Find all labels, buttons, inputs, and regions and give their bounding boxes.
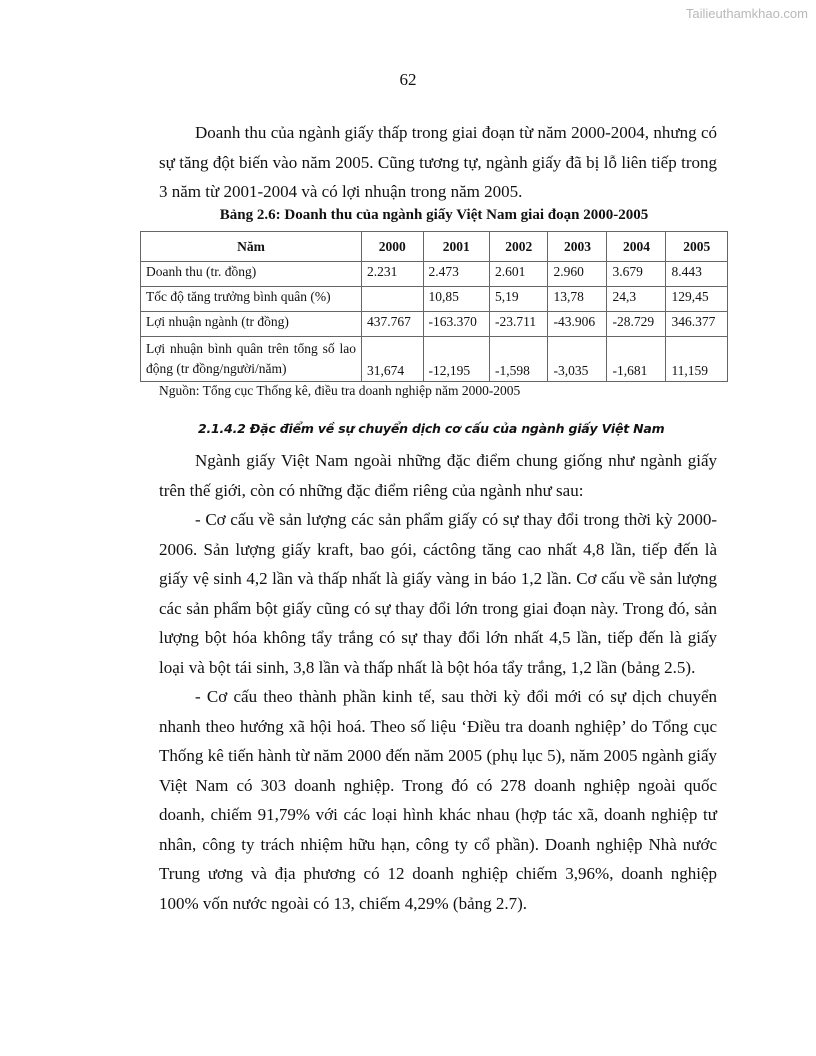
watermark: Tailieuthamkhao.com <box>685 6 808 21</box>
table-row <box>141 337 728 382</box>
row-label: Lợi nhuận bình quân trên tổng số lao động (tr đồng/người/năm) <box>141 337 362 382</box>
table-caption: Bảng 2.6: Doanh thu của ngành giấy Việt Nam giai đoạn 2000-2005 <box>219 207 649 223</box>
body-paragraph: - Cơ cấu theo thành phần kinh tế, sau thời kỳ đổi mới có sự dịch chuyển nhanh theo hướng xã hội hoá. Theo số liệu ‘Điều tra doanh nghiệp’ do Tổng cục Thống kê tiến hành từ năm 2000 đến năm 2005 (phụ lục 5), năm 2005 ngành giấy Việt Nam có 303 doanh nghiệp. Trong đó có 278 doanh nghiệp ngoài quốc doanh, chiếm 91,79% với các loại hình khác nhau (hợp tác xã, doanh nghiệp tư nhân, công ty trách nhiệm hữu hạn, công ty cổ phần). Doanh nghiệp Nhà nước Trung ương và địa phương có 12 doanh nghiệp chiếm 3,96%, doanh nghiệp 100% vốn nước ngoài có 13, chiếm 4,29% (bảng 2.7). <box>159 687 717 913</box>
table-cell: 24,3 <box>607 287 666 312</box>
body-paragraph: Ngành giấy Việt Nam ngoài những đặc điểm chung giống như ngành giấy trên thế giới, còn có những đặc điểm riêng của ngành như sau: <box>159 451 717 500</box>
intro-paragraph: Doanh thu của ngành giấy thấp trong giai đoạn từ năm 2000-2004, nhưng có sự tăng đột biến vào năm 2005. Cũng tương tự, ngành giấy đã bị lỗ liên tiếp trong 3 năm từ 2001-2004 và có lợi nhuận trong năm 2005. <box>159 123 717 201</box>
table-cell: 2.601 <box>490 262 548 287</box>
table-cell: -12,195 <box>423 337 490 382</box>
header-cell: 2004 <box>607 232 666 262</box>
page-number: 62 <box>399 70 417 89</box>
table-cell: 10,85 <box>423 287 490 312</box>
table-row <box>141 312 728 337</box>
table-cell: 2.231 <box>362 262 424 287</box>
table-cell: 8.443 <box>666 262 728 287</box>
header-cell: 2002 <box>490 232 548 262</box>
table-cell: 2.473 <box>423 262 490 287</box>
table-cell: 2.960 <box>548 262 607 287</box>
table-row <box>141 287 728 312</box>
table-cell <box>362 287 424 312</box>
table-cell: -28.729 <box>607 312 666 337</box>
row-label: Lợi nhuận ngành (tr đồng) <box>141 312 362 337</box>
table-cell: 31,674 <box>362 337 424 382</box>
table-header-row <box>141 232 728 262</box>
body-paragraph: - Cơ cấu về sản lượng các sản phẩm giấy có sự thay đổi trong thời kỳ 2000-2006. Sản lượng giấy kraft, bao gói, cáctông tăng cao nhất 4,8 lần, tiếp đến là giấy vệ sinh 4,2 lần và thấp nhất là giấy vàng in báo 1,2 lần. Cơ cấu về sản lượng các sản phẩm bột giấy cũng có sự thay đổi lớn trong giai đoạn này. Trong đó, sản lượng bột hóa không tẩy trắng có sự thay đổi lớn nhất 4,5 lần, tiếp đến là giấy loại và bột tái sinh, 3,8 lần và thấp nhất là bột hóa tẩy trắng, 1,2 lần (bảng 2.5). <box>159 510 717 677</box>
row-label: Doanh thu (tr. đồng) <box>141 262 362 287</box>
header-cell: 2005 <box>666 232 728 262</box>
section-heading: 2.1.4.2 Đặc điểm về sự chuyển dịch cơ cấu của ngành giấy Việt Nam <box>198 421 665 436</box>
revenue-table <box>140 231 728 382</box>
header-cell: 2001 <box>423 232 490 262</box>
row-label: Tốc độ tăng trưởng bình quân (%) <box>141 287 362 312</box>
table-cell: -1,598 <box>490 337 548 382</box>
table-cell: -1,681 <box>607 337 666 382</box>
table-cell: 129,45 <box>666 287 728 312</box>
header-cell: 2000 <box>362 232 424 262</box>
table-cell: -23.711 <box>490 312 548 337</box>
table-cell: 346.377 <box>666 312 728 337</box>
header-cell: Năm <box>141 232 362 262</box>
table-source-note: Nguồn: Tổng cục Thống kê, điều tra doanh nghiệp năm 2000-2005 <box>159 383 521 398</box>
table-cell: -3,035 <box>548 337 607 382</box>
table-cell: 13,78 <box>548 287 607 312</box>
table-cell: 3.679 <box>607 262 666 287</box>
table-cell: 11,159 <box>666 337 728 382</box>
table-cell: 437.767 <box>362 312 424 337</box>
header-cell: 2003 <box>548 232 607 262</box>
table-cell: -43.906 <box>548 312 607 337</box>
body-text <box>159 446 717 918</box>
table-row <box>141 262 728 287</box>
table-cell: 5,19 <box>490 287 548 312</box>
table-cell: -163.370 <box>423 312 490 337</box>
